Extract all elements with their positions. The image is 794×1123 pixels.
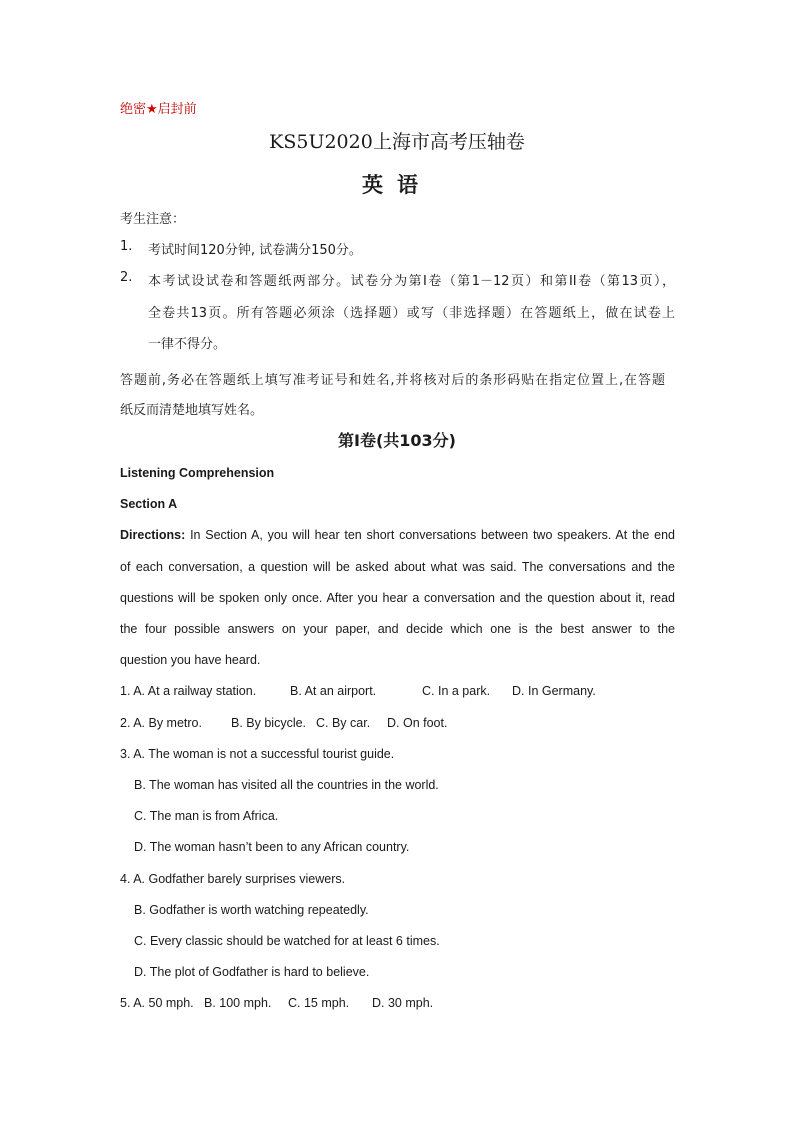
confidential-prefix: 绝密 [120,102,147,117]
confidential-suffix: 启封前 [157,102,197,117]
q1-option-d: D. In Germany. [512,684,596,698]
q5-option-c: C. 15 mph. [288,996,350,1010]
q2-option-b: B. By bicycle. [231,716,307,730]
subject-title: 英语 [362,172,432,197]
q3-option-a: 3. A. The woman is not a successful tourist guide. [120,747,395,761]
notice-label: 考生注意： [120,212,186,227]
notice-item-2-line-2: 全卷共13页。所有答题必须涂（选择题）或写（非选择题）在答题纸上，做在试卷上 [148,306,675,321]
section-a-title: Section A [120,497,178,511]
q2-option-c: C. By car. [316,716,371,730]
notice-item-1-num: 1. [120,239,133,254]
notice-item-1-text: 考试时间120分钟, 试卷满分150分。 [148,243,362,258]
directions-line-1 [120,528,675,542]
q2-option-d: D. On foot. [387,716,448,730]
star-icon: ★ [146,102,158,117]
listening-title: Listening Comprehension [120,466,275,480]
directions-line-2: of each conversation, a question will be asked about what was said. The conversations and the [120,560,675,574]
directions-line-3: questions will be spoken only once. After you hear a conversation and the question about it, read [120,591,675,605]
confidential-label [120,98,197,117]
q5-option-a: 5. A. 50 mph. [120,996,194,1010]
q4-option-b: B. Godfather is worth watching repeatedly. [134,903,369,917]
q1-option-a: 1. A. At a railway station. [120,684,257,698]
directions-line-4: the four possible answers on your paper, and decide which one is the best answer to the [120,622,675,636]
q1-option-c: C. In a park. [422,684,491,698]
notice-extra-line-1: 答题前,务必在答题纸上填写准考证号和姓名,并将核对后的条形码贴在指定位置上,在答题 [120,373,665,388]
q2-option-a: 2. A. By metro. [120,716,202,730]
q3-option-c: C. The man is from Africa. [134,809,279,823]
exam-title: KS5U2020上海市高考压轴卷 [269,131,525,153]
q4-option-c: C. Every classic should be watched for at least 6 times. [134,934,440,948]
notice-extra-line-2: 纸反而清楚地填写姓名。 [120,403,264,418]
part1-heading: 第I卷(共103分) [338,431,456,450]
q5-option-b: B. 100 mph. [204,996,272,1010]
q1-option-b: B. At an airport. [290,684,377,698]
notice-item-2-num: 2. [120,270,133,285]
notice-item-2-line-1: 本考试设试卷和答题纸两部分。试卷分为第I卷（第1－12页）和第II卷（第13页）， [148,274,675,289]
q3-option-d: D. The woman hasn’t been to any African country. [134,840,410,854]
q3-option-b: B. The woman has visited all the countries in the world. [134,778,439,792]
directions-line-1-text: In Section A, you will hear ten short conversations between two speakers. At the end [190,528,675,542]
q4-option-a: 4. A. Godfather barely surprises viewers. [120,872,346,886]
directions-line-5: question you have heard. [120,653,261,667]
notice-item-2-line-3: 一律不得分。 [148,337,227,352]
q4-option-d: D. The plot of Godfather is hard to believe. [134,965,370,979]
q5-option-d: D. 30 mph. [372,996,434,1010]
directions-label: Directions: [120,528,186,542]
